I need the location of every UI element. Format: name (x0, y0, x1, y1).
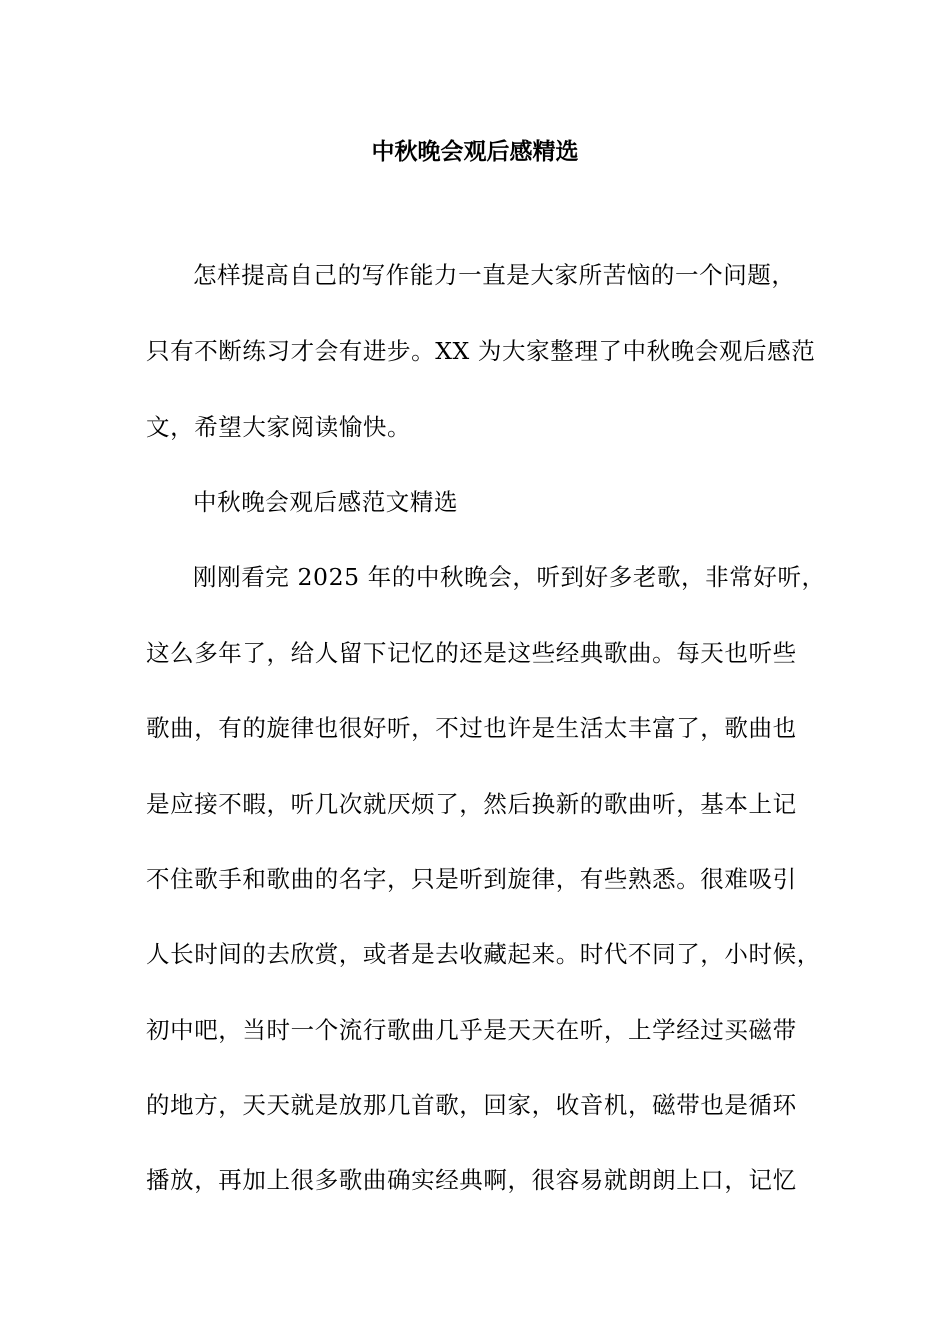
paragraph-line-7: 歌曲，有的旋律也很好听，不过也许是生活太丰富了，歌曲也 (146, 714, 797, 742)
section-heading: 中秋晚会观后感范文精选 (193, 488, 459, 516)
paragraph-line-10: 人长时间的去欣赏，或者是去收藏起来。时代不同了，小时候， (146, 940, 821, 968)
paragraph-line-1: 怎样提高自己的写作能力一直是大家所苦恼的一个问题， (193, 261, 796, 289)
paragraph-line-6: 这么多年了，给人留下记忆的还是这些经典歌曲。每天也听些 (146, 639, 797, 667)
paragraph-line-11: 初中吧，当时一个流行歌曲几乎是天天在听，上学经过买磁带 (146, 1016, 797, 1044)
paragraph-line-3: 文，希望大家阅读愉快。 (146, 413, 412, 441)
paragraph-line-5: 刚刚看完 2025 年的中秋晚会，听到好多老歌，非常好听， (193, 563, 826, 591)
paragraph-line-8: 是应接不暇，听几次就厌烦了，然后换新的歌曲听，基本上记 (146, 790, 797, 818)
paragraph-line-9: 不住歌手和歌曲的名字，只是听到旋律，有些熟悉。很难吸引 (146, 865, 797, 893)
paragraph-line-13: 播放，再加上很多歌曲确实经典啊，很容易就朗朗上口，记忆 (146, 1166, 797, 1194)
paragraph-line-2: 只有不断练习才会有进步。XX 为大家整理了中秋晚会观后感范 (146, 337, 816, 365)
paragraph-line-12: 的地方，天天就是放那几首歌，回家，收音机，磁带也是循环 (146, 1091, 797, 1119)
document-title: 中秋晚会观后感精选 (371, 138, 579, 165)
